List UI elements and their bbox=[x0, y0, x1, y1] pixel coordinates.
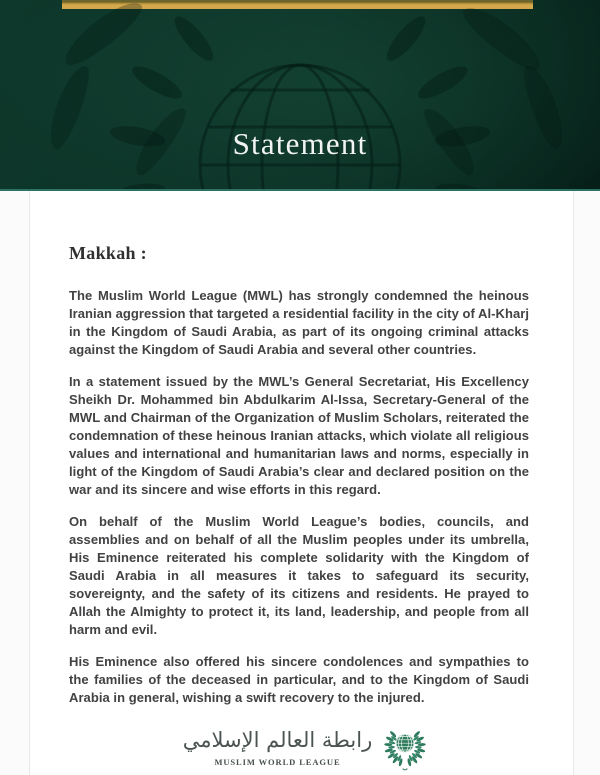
logo-arabic-name: رابطة العالم الإسلامي bbox=[182, 728, 373, 753]
mwl-emblem-watermark-icon bbox=[70, 0, 530, 191]
globe-laurel-emblem-icon bbox=[381, 723, 429, 773]
statement-paragraph-3: On behalf of the Muslim World League’s bodies, councils, and assemblies and on behalf of all the Muslim peoples under its umbrella, His Eminence reiterated his complete solidarity with the Kingdom of Saudi Arabia in all measures it takes to safeguard its security, sovereignty, and the safety of its citizens and residents. He prayed to Allah the Almighty to protect it, its land, leadership, and people from all harm and evil. bbox=[69, 514, 529, 637]
header-banner bbox=[0, 0, 600, 191]
mwl-logo-text bbox=[183, 729, 372, 766]
mwl-logo bbox=[83, 723, 529, 773]
gold-accent-bar bbox=[62, 0, 533, 9]
statement-paragraph-1: The Muslim World League (MWL) has strongly condemned the heinous Iranian aggression that targeted a residential facility in the city of Al-Kharj in the Kingdom of Saudi Arabia, as part of its ongoing criminal attacks against the Kingdom of Saudi Arabia and several other countries. bbox=[69, 288, 530, 357]
statement-card bbox=[29, 191, 574, 775]
statement-paragraph-4: His Eminence also offered his sincere condolences and sympathies to the families of the deceased in particular, and to the Kingdom of Saudi Arabia in general, wishing a swift recovery to the injured. bbox=[69, 654, 529, 705]
leaf-decoration-icon bbox=[457, 0, 548, 77]
page-title: Statement bbox=[232, 126, 368, 161]
location-heading: Makkah : bbox=[69, 243, 147, 263]
leaf-decoration-icon bbox=[57, 0, 148, 72]
statement-paragraph-2: In a statement issued by the MWL’s General Secretariat, His Excellency Sheikh Dr. Mohammed bin Abdulkarim Al-Issa, Secretary-General of the MWL and Chairman of the Organization of Muslim Scholars, reiterated the condemnation of these heinous Iranian attacks, which violate all religious values and international and humanitarian laws and norms, especially in light of the Kingdom of Saudi Arabia’s clear and declared position on the war and its sincere and wise efforts in this regard. bbox=[69, 374, 529, 497]
logo-english-name: MUSLIM WORLD LEAGUE bbox=[214, 756, 341, 767]
